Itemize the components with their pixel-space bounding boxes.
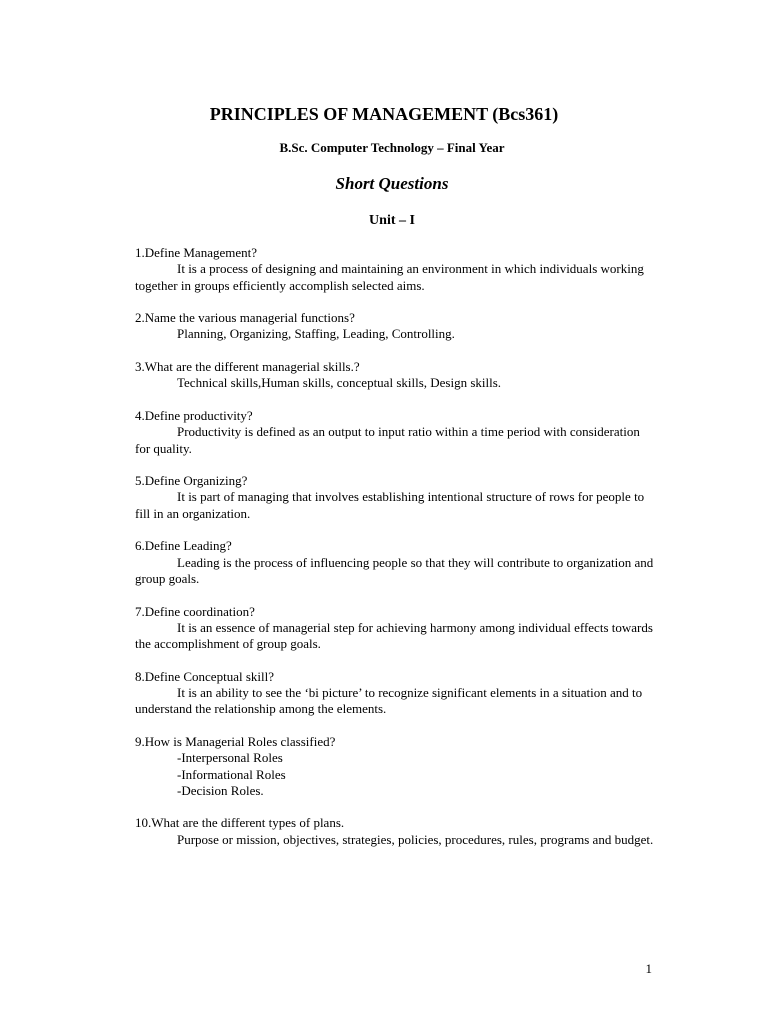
qa-item-7	[135, 604, 655, 653]
answer-text: It is an essence of managerial step for achieving harmony among individual effects towards the accomplishment of group goals.	[135, 619, 653, 652]
answer-text: It is an ability to see the ‘bi picture’ to recognize significant elements in a situation and to understand the relationship among the elements.	[135, 685, 643, 717]
qa-item-9	[135, 734, 655, 799]
answer-text: Productivity is defined as an output to input ratio within a time period with consideration for quality.	[135, 424, 640, 456]
question-text: 10.What are the different types of plans.	[135, 815, 345, 831]
answer-list-item: -Decision Roles.	[177, 782, 264, 798]
qa-item-6	[135, 538, 655, 587]
question-text: 2.Name the various managerial functions?	[135, 310, 355, 326]
question-text: 1.Define Management?	[135, 245, 258, 260]
qa-item-1	[135, 245, 655, 294]
answer-list-item: -Interpersonal Roles	[177, 750, 283, 766]
question-text: 8.Define Conceptual skill?	[135, 668, 274, 684]
answer-text: It is part of managing that involves establishing intentional structure of rows for people to fill in an organization.	[135, 489, 645, 521]
answer-list-item: -Informational Roles	[177, 766, 286, 782]
question-text: 9.How is Managerial Roles classified?	[135, 733, 336, 749]
qa-item-2	[135, 310, 655, 343]
qa-item-5	[135, 473, 655, 522]
answer-text: Planning, Organizing, Staffing, Leading, Controlling.	[177, 326, 455, 342]
qa-item-3	[135, 359, 655, 392]
answer-text: Technical skills,Human skills, conceptual skills, Design skills.	[177, 375, 502, 391]
qa-item-4	[135, 408, 655, 457]
question-text: 4.Define productivity?	[135, 407, 253, 423]
answer-text: Purpose or mission, objectives, strategies, policies, procedures, rules, programs and budget.	[177, 831, 654, 847]
document-subtitle: B.Sc. Computer Technology – Final Year	[279, 140, 505, 155]
section-heading: Short Questions	[335, 174, 449, 193]
qa-item-8	[135, 669, 655, 718]
question-text: 7.Define coordination?	[135, 603, 255, 619]
answer-text: Leading is the process of influencing people so that they will contribute to organization and group goals.	[135, 554, 654, 586]
document-title: PRINCIPLES OF MANAGEMENT (Bcs361)	[209, 104, 559, 124]
question-text: 3.What are the different managerial skills.?	[135, 359, 360, 375]
unit-heading: Unit – I	[369, 213, 415, 228]
questions-list	[135, 245, 655, 864]
qa-item-10	[135, 815, 655, 848]
answer-text: It is a process of designing and maintaining an environment in which individuals working together in groups efficiently accomplish selected aims.	[135, 261, 644, 293]
page-number: 1	[645, 961, 652, 976]
question-text: 6.Define Leading?	[135, 538, 232, 554]
question-text: 5.Define Organizing?	[135, 473, 248, 489]
